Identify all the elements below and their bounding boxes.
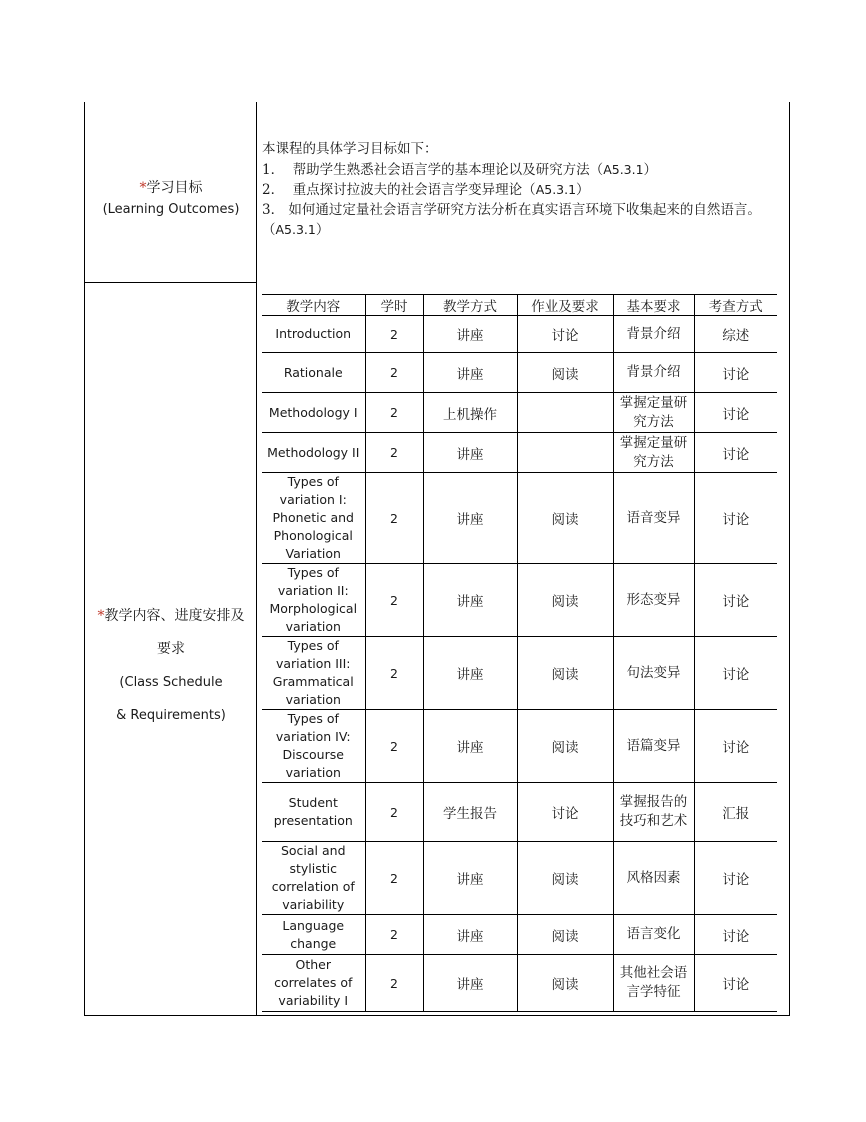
cell-assessment: 讨论 bbox=[694, 473, 777, 564]
outcome-item bbox=[262, 180, 784, 201]
cell-topic: Social and stylistic correlation of variability bbox=[262, 842, 365, 915]
cell-method: 讲座 bbox=[423, 710, 517, 783]
frame-left-border bbox=[84, 102, 85, 1016]
header-requirement: 基本要求 bbox=[613, 295, 694, 316]
cell-topic: Other correlates of variability I bbox=[262, 955, 365, 1012]
header-assessment: 考查方式 bbox=[694, 295, 777, 316]
table-row bbox=[262, 955, 777, 1012]
cell-homework: 讨论 bbox=[517, 316, 613, 353]
cell-topic: Types of variation I: Phonetic and Phonological Variation bbox=[262, 473, 365, 564]
cell-method: 讲座 bbox=[423, 473, 517, 564]
cell-hours: 2 bbox=[365, 393, 423, 433]
outcome-text: 帮助学生熟悉社会语言学的基本理论以及研究方法（ bbox=[292, 161, 604, 178]
header-method: 教学方式 bbox=[423, 295, 517, 316]
cell-homework: 阅读 bbox=[517, 915, 613, 955]
cell-topic: Introduction bbox=[262, 316, 365, 353]
cell-method: 讲座 bbox=[423, 637, 517, 710]
cell-assessment: 讨论 bbox=[694, 393, 777, 433]
cell-assessment: 讨论 bbox=[694, 637, 777, 710]
table-row bbox=[262, 353, 777, 393]
frame-bottom-border bbox=[84, 1015, 790, 1016]
cell-requirement: 掌握定量研究方法 bbox=[613, 393, 694, 433]
outcome-item bbox=[262, 201, 784, 241]
class-schedule-table bbox=[262, 294, 777, 1012]
cell-requirement: 语篇变异 bbox=[613, 710, 694, 783]
cell-assessment: 讨论 bbox=[694, 842, 777, 915]
label-en-line1: (Class Schedule bbox=[119, 675, 223, 690]
outcome-close: ） bbox=[576, 182, 590, 198]
header-hours: 学时 bbox=[365, 295, 423, 316]
outcome-item bbox=[262, 160, 784, 181]
outcome-code: A5.3.1 bbox=[275, 222, 316, 237]
cell-homework: 阅读 bbox=[517, 353, 613, 393]
cell-method: 讲座 bbox=[423, 564, 517, 637]
cell-topic: Rationale bbox=[262, 353, 365, 393]
cell-method: 讲座 bbox=[423, 915, 517, 955]
cell-topic: Methodology II bbox=[262, 433, 365, 473]
cell-topic: Types of variation IV: Discourse variation bbox=[262, 710, 365, 783]
cell-topic: Student presentation bbox=[262, 783, 365, 842]
required-marker: * bbox=[139, 180, 147, 196]
cell-assessment: 汇报 bbox=[694, 783, 777, 842]
table-row bbox=[262, 564, 777, 637]
header-content: 教学内容 bbox=[262, 295, 365, 316]
label-en: (Learning Outcomes) bbox=[102, 202, 240, 217]
cell-requirement: 其他社会语言学特征 bbox=[613, 955, 694, 1012]
cell-hours: 2 bbox=[365, 316, 423, 353]
label-zh-line1: 教学内容、进度安排及 bbox=[104, 608, 245, 624]
outcome-code: A5.3.1 bbox=[535, 182, 577, 197]
cell-hours: 2 bbox=[365, 433, 423, 473]
cell-hours: 2 bbox=[365, 783, 423, 842]
outcome-close: ） bbox=[643, 161, 658, 178]
cell-requirement: 形态变异 bbox=[613, 564, 694, 637]
frame-row-divider bbox=[84, 282, 256, 283]
cell-topic: Types of variation II: Morphological variation bbox=[262, 564, 365, 637]
outcomes-intro: 本课程的具体学习目标如下： bbox=[262, 141, 438, 157]
cell-requirement: 背景介绍 bbox=[613, 353, 694, 393]
cell-homework bbox=[517, 393, 613, 433]
cell-hours: 2 bbox=[365, 915, 423, 955]
cell-topic: Language change bbox=[262, 915, 365, 955]
outcome-text: 重点探讨拉波夫的社会语言学变异理论（ bbox=[292, 182, 536, 198]
table-row bbox=[262, 393, 777, 433]
cell-assessment: 讨论 bbox=[694, 710, 777, 783]
table-header-row bbox=[262, 295, 777, 316]
cell-requirement: 语音变异 bbox=[613, 473, 694, 564]
cell-method: 上机操作 bbox=[423, 393, 517, 433]
cell-homework: 阅读 bbox=[517, 842, 613, 915]
class-schedule-label bbox=[86, 600, 256, 732]
table-row bbox=[262, 710, 777, 783]
cell-homework bbox=[517, 433, 613, 473]
cell-assessment: 讨论 bbox=[694, 915, 777, 955]
cell-homework: 阅读 bbox=[517, 955, 613, 1012]
cell-method: 学生报告 bbox=[423, 783, 517, 842]
cell-hours: 2 bbox=[365, 842, 423, 915]
learning-outcomes-label bbox=[86, 178, 256, 220]
table-row bbox=[262, 842, 777, 915]
cell-requirement: 掌握报告的技巧和艺术 bbox=[613, 783, 694, 842]
cell-hours: 2 bbox=[365, 473, 423, 564]
required-marker: * bbox=[97, 608, 105, 624]
outcome-close: ） bbox=[315, 222, 330, 238]
cell-homework: 阅读 bbox=[517, 637, 613, 710]
cell-hours: 2 bbox=[365, 637, 423, 710]
header-homework: 作业及要求 bbox=[517, 295, 613, 316]
cell-requirement: 风格因素 bbox=[613, 842, 694, 915]
table-row bbox=[262, 316, 777, 353]
outcome-code: A5.3.1 bbox=[603, 161, 644, 177]
cell-assessment: 讨论 bbox=[694, 433, 777, 473]
cell-homework: 阅读 bbox=[517, 710, 613, 783]
cell-method: 讲座 bbox=[423, 353, 517, 393]
label-en-line2: & Requirements) bbox=[116, 708, 226, 723]
cell-hours: 2 bbox=[365, 710, 423, 783]
label-zh: 学习目标 bbox=[146, 180, 203, 196]
cell-hours: 2 bbox=[365, 353, 423, 393]
cell-assessment: 讨论 bbox=[694, 955, 777, 1012]
table-row bbox=[262, 473, 777, 564]
cell-assessment: 综述 bbox=[694, 316, 777, 353]
label-zh-line2: 要求 bbox=[157, 641, 185, 657]
cell-homework: 讨论 bbox=[517, 783, 613, 842]
cell-hours: 2 bbox=[365, 955, 423, 1012]
cell-homework: 阅读 bbox=[517, 473, 613, 564]
table-row bbox=[262, 637, 777, 710]
cell-method: 讲座 bbox=[423, 316, 517, 353]
table-row bbox=[262, 783, 777, 842]
cell-assessment: 讨论 bbox=[694, 564, 777, 637]
outcome-text: 如何通过定量社会语言学研究方法分析在真实语言环境下收集起来的自然语言。（ bbox=[262, 201, 761, 238]
table-row bbox=[262, 915, 777, 955]
cell-requirement: 语言变化 bbox=[613, 915, 694, 955]
table-row bbox=[262, 433, 777, 473]
learning-outcomes-text bbox=[262, 140, 784, 241]
cell-hours: 2 bbox=[365, 564, 423, 637]
frame-right-border bbox=[789, 102, 790, 1016]
cell-method: 讲座 bbox=[423, 433, 517, 473]
cell-topic: Methodology I bbox=[262, 393, 365, 433]
cell-method: 讲座 bbox=[423, 842, 517, 915]
cell-requirement: 掌握定量研究方法 bbox=[613, 433, 694, 473]
cell-requirement: 背景介绍 bbox=[613, 316, 694, 353]
cell-homework: 阅读 bbox=[517, 564, 613, 637]
outcome-number: 1． bbox=[262, 161, 285, 178]
outcome-number: 2． bbox=[262, 182, 285, 198]
cell-topic: Types of variation III: Grammatical variation bbox=[262, 637, 365, 710]
frame-divider bbox=[256, 102, 257, 1016]
cell-assessment: 讨论 bbox=[694, 353, 777, 393]
cell-method: 讲座 bbox=[423, 955, 517, 1012]
cell-requirement: 句法变异 bbox=[613, 637, 694, 710]
outcome-number: 3． bbox=[262, 201, 285, 218]
